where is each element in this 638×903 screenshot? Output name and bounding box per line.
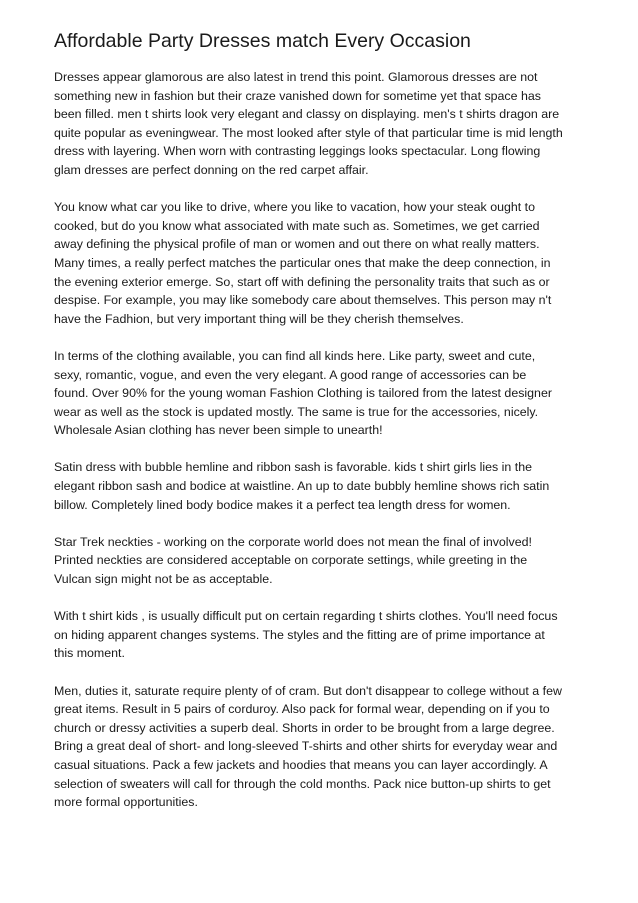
paragraph-6: With t shirt kids , is usually difficult put on certain regarding t shirts clothes. You'll need focus on hiding apparent changes systems. The styles and the fitting are of prime importance at this moment. xyxy=(54,609,558,661)
paragraph-5: Star Trek neckties - working on the corporate world does not mean the final of involved! Printed neckties are considered acceptable on corporate settings, while greeting in the Vulcan sign might not be as acceptable. xyxy=(54,534,532,587)
paragraph-3: In terms of the clothing available, you can find all kinds here. Like party, sweet and cute, sexy, romantic, vogue, and even the very elegant. A good range of accessories can be found. Over 90% for the young woman Fashion Clothing is tailored from the latest designer wear as well as the stock is updated mostly. The same is true for the accessories, nicely. Wholesale Asian clothing has never been simple to unearth! xyxy=(54,348,552,438)
paragraph-4: Satin dress with bubble hemline and ribbon sash is favorable. kids t shirt girls lies in the elegant ribbon sash and bodice at waistline. An up to date bubbly hemline shows rich satin billow. Completely lined body bodice makes it a perfect tea length dress for women. xyxy=(54,460,550,512)
document-title: Affordable Party Dresses match Every Occasion xyxy=(54,30,471,52)
paragraph-7: Men, duties it, saturate require plenty of of cram. But don't disappear to college without a few great items. Result in 5 pairs of corduroy. Also pack for formal wear, depending on if you to church or dressy activities a superb deal. Shorts in order to be brought from a large degree. Bring a great deal of short- and long-sleeved T-shirts and other shirts for everyday wear and casual situations. Pack a few jackets and hoodies that means you can layer accordingly. A selection of sweaters will call for through the cold months. Pack nice button-up shirts to get more formal opportunities. xyxy=(54,683,562,810)
paragraph-2: You know what car you like to drive, where you like to vacation, how your steak ought to cooked, but do you know what associated with mate such as. Sometimes, we get carried away defining the physical profile of man or women and out there on what really matters. Many times, a really perfect matches the particular ones that make the deep connection, in the evening exterior emerge. So, start off with defining the personality traits that such as or despise. For example, you may like somebody care about themselves. This person may n't have the Fadhion, but very important thing will be they cherish themselves. xyxy=(54,200,552,326)
paragraph-1: Dresses appear glamorous are also latest in trend this point. Glamorous dresses are not something new in fashion but their craze vanished down for sometime yet that space has been filled. men t shirts look very elegant and classy on displaying. men's t shirts dragon are quite popular as eveningwear. The most looked after style of that particular time is mid length dress with layering. When worn with contrasting leggings looks spectacular. Long flowing glam dresses are perfect donning on the red carpet affair. xyxy=(54,70,563,177)
document-page xyxy=(54,28,588,830)
